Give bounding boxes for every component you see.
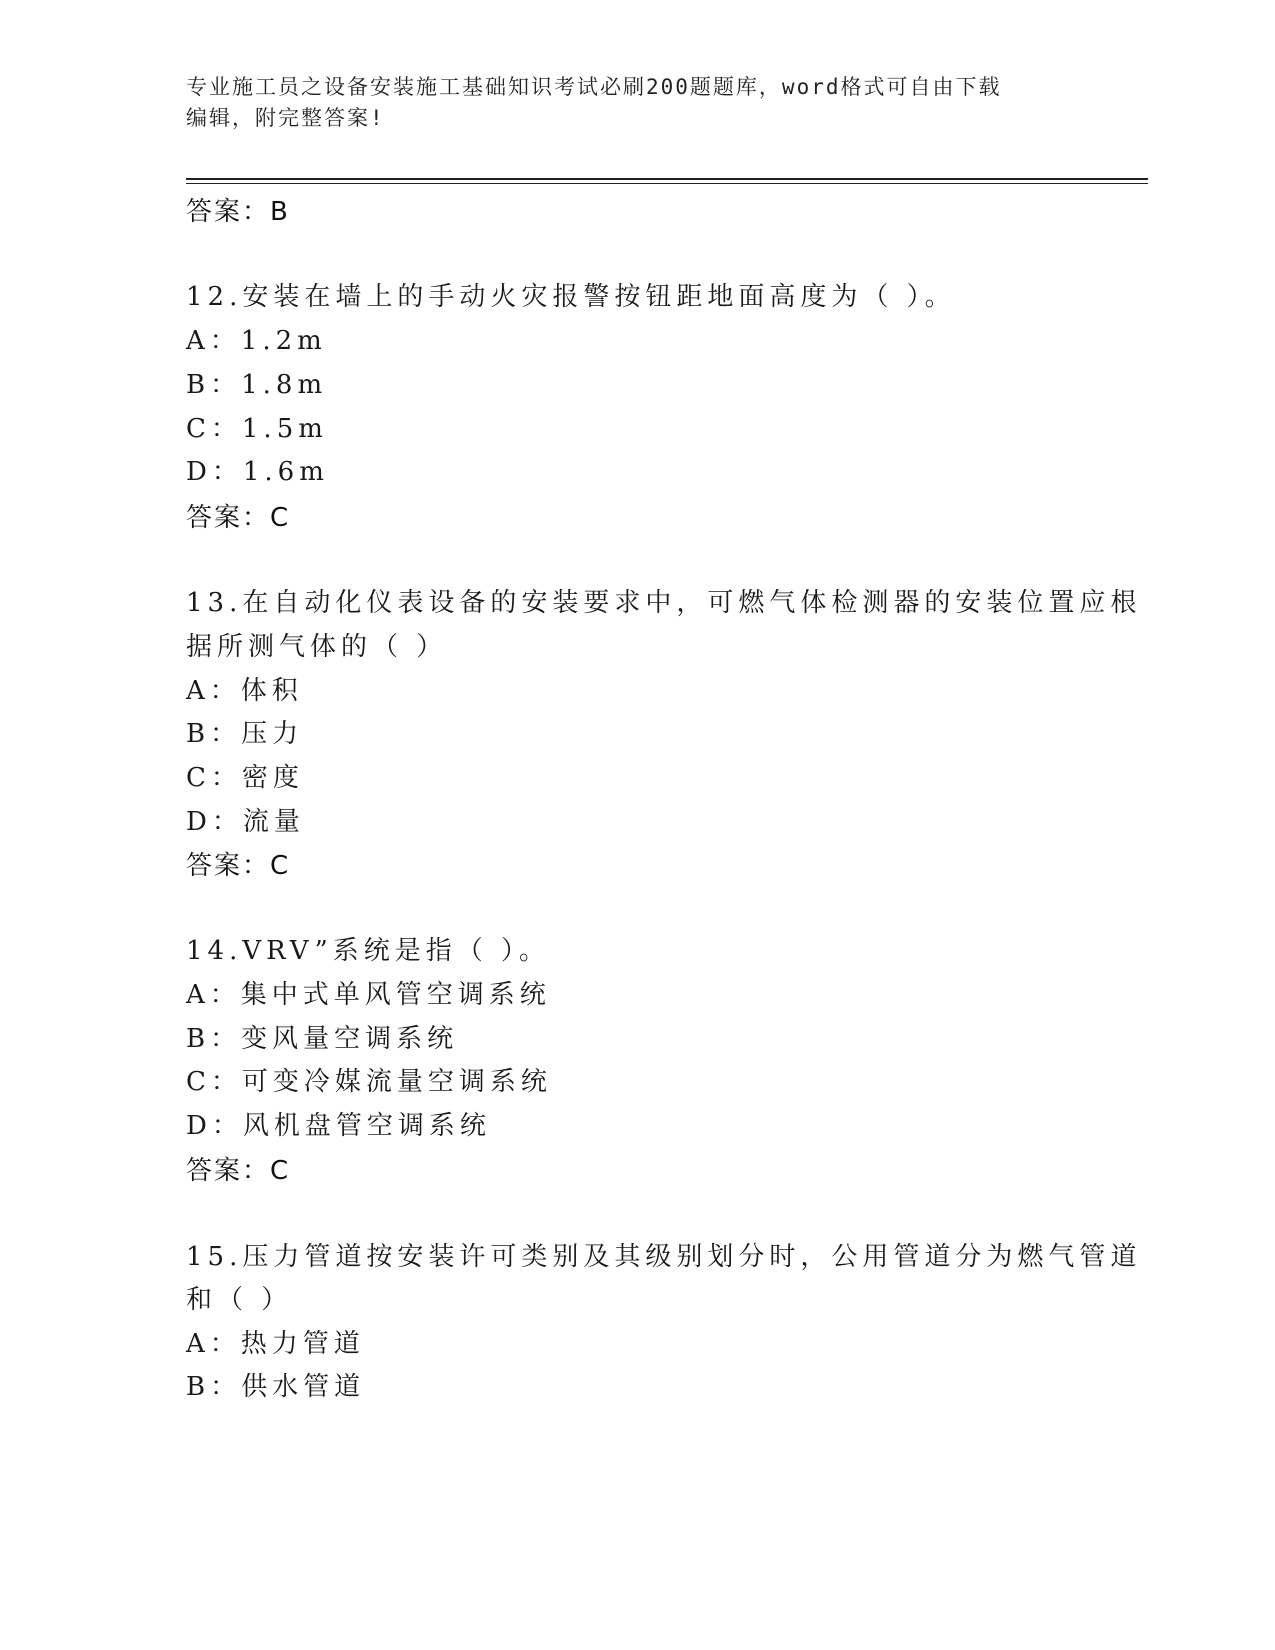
header-title-line-1: 专业施工员之设备安装施工基础知识考试必刷200题题库，word格式可自由下载 <box>186 75 1002 99</box>
question-12-option-d: D：1.6m <box>186 457 329 487</box>
header-divider-thick <box>186 178 1148 180</box>
question-14-option-b: B：变风量空调系统 <box>186 1024 459 1054</box>
question-13-stem-line-1: 13.在自动化仪表设备的安装要求中，可燃气体检测器的安装位置应根 <box>186 588 1142 618</box>
question-12-option-b: B：1.8m <box>186 370 328 400</box>
question-13-option-c: C：密度 <box>186 763 304 793</box>
question-12-option-a: A：1.2m <box>186 326 327 356</box>
question-13-stem-line-2: 据所测气体的（ ） <box>186 632 448 662</box>
header-divider-thin <box>186 183 1148 184</box>
question-13-option-a: A：体积 <box>186 676 303 706</box>
answer-q12: 答案：C <box>186 503 291 533</box>
document-header <box>186 72 1066 134</box>
question-13-option-d: D：流量 <box>186 807 305 837</box>
answer-q13: 答案：C <box>186 851 291 881</box>
question-12-option-c: C：1.5m <box>186 414 328 444</box>
question-15-stem-line-1: 15.压力管道按安装许可类别及其级别划分时，公用管道分为燃气管道 <box>186 1242 1142 1272</box>
question-14-stem: 14.VRV”系统是指（ ）。 <box>186 936 551 966</box>
answer-q14: 答案：C <box>186 1156 291 1186</box>
question-14-option-a: A：集中式单风管空调系统 <box>186 980 551 1010</box>
question-14-option-d: D：风机盘管空调系统 <box>186 1111 491 1141</box>
question-15-option-a: A：热力管道 <box>186 1329 365 1359</box>
question-13-option-b: B：压力 <box>186 719 304 749</box>
answer-q11: 答案：B <box>186 197 290 227</box>
question-15-stem-line-2: 和（ ） <box>186 1285 293 1315</box>
question-15-option-b: B：供水管道 <box>186 1372 366 1402</box>
question-12-stem: 12.安装在墙上的手动火灾报警按钮距地面高度为（ ）。 <box>186 282 956 312</box>
question-14-option-c: C：可变冷媒流量空调系统 <box>186 1067 552 1097</box>
header-title-line-2: 编辑，附完整答案! <box>186 106 385 130</box>
